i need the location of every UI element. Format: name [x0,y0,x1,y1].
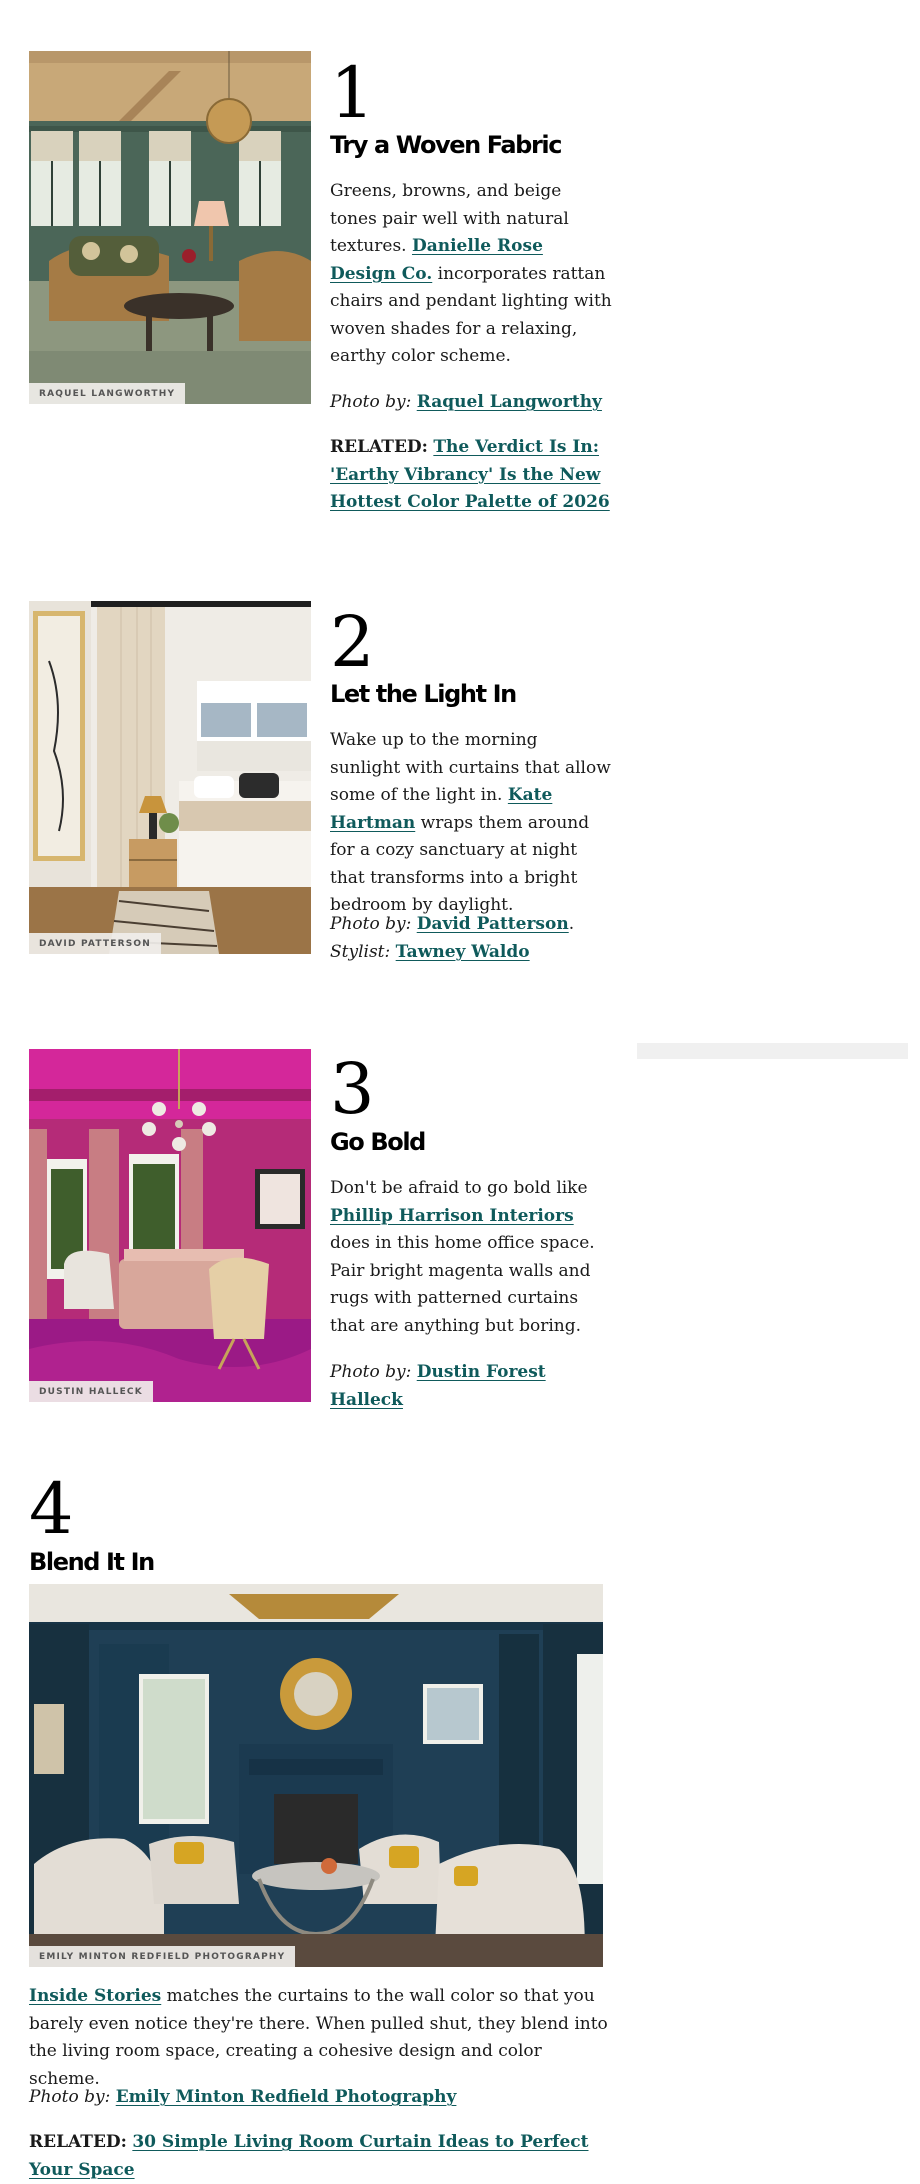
section-2-photo [29,601,311,954]
related-line: RELATED: 30 Simple Living Room Curtain Ideas to Perfect Your Space [29,2132,589,2180]
image-credit: DUSTIN HALLECK [29,1381,153,1402]
section-body: Inside Stories matches the curtains to the wall color so that you barely even notice they're there. When pulled shut, they blend into the living room space, creating a cohesive design and color scheme. [29,1986,608,2089]
section-heading: Let the Light In [330,680,516,708]
image-credit: RAQUEL LANGWORTHY [29,383,185,404]
photographer-link[interactable]: Raquel Langworthy [416,392,602,412]
ad-placeholder [637,1043,908,1059]
bright-bedroom-image [29,601,311,954]
section-heading: Try a Woven Fabric [330,131,562,159]
image-credit: EMILY MINTON REDFIELD PHOTOGRAPHY [29,1946,295,1967]
designer-link[interactable]: Danielle Rose Design Co. [330,236,543,284]
magenta-office-image [29,1049,311,1402]
related-article-link[interactable]: The Verdict Is In: 'Earthy Vibrancy' Is the New Hottest Color Palette of 2026 [330,437,610,512]
photo-credit-line: Photo by: Dustin Forest Halleck [330,1362,546,1410]
stylist-link[interactable]: Tawney Waldo [395,941,530,962]
related-article-link[interactable]: 30 Simple Living Room Curtain Ideas to Perfect Your Space [29,2132,589,2180]
green-sunroom-image [29,51,311,404]
image-credit: DAVID PATTERSON [29,933,161,954]
photographer-link[interactable]: Emily Minton Redfield Photography [115,2087,457,2107]
section-number: 3 [330,1048,373,1130]
section-number: 1 [330,52,373,134]
photo-credit-line: Photo by: Emily Minton Redfield Photography [29,2087,457,2107]
section-number: 4 [29,1468,72,1550]
section-1-photo [29,51,311,404]
photo-credit-line: Photo by: David Patterson. Stylist: Tawney Waldo [330,914,575,962]
section-body: Greens, browns, and beige tones pair well with natural textures. Danielle Rose Design Co. incorporates rattan chairs and pendant lighting with woven shades for a relaxing, earthy color scheme. [330,181,612,366]
section-3-photo [29,1049,311,1402]
section-body: Don't be afraid to go bold like Phillip Harrison Interiors does in this home office space. Pair bright magenta walls and rugs with patterned curtains that are anything but boring. [330,1178,595,1336]
designer-link[interactable]: Phillip Harrison Interiors [330,1205,574,1226]
photo-credit-line: Photo by: Raquel Langworthy [330,392,602,412]
navy-living-room-image [29,1584,603,1967]
designer-link[interactable]: Kate Hartman [330,785,553,833]
section-number: 2 [330,601,373,683]
photographer-link[interactable]: Dustin Forest Halleck [330,1362,546,1410]
section-4-photo [29,1584,603,1967]
related-line: RELATED: The Verdict Is In: 'Earthy Vibrancy' Is the New Hottest Color Palette of 2026 [330,437,610,512]
section-heading: Go Bold [330,1128,425,1156]
section-body: Wake up to the morning sunlight with curtains that allow some of the light in. Kate Hartman wraps them around for a cozy sanctuary at night that transforms into a bright bedroom by daylight. [330,730,611,915]
photographer-link[interactable]: David Patterson [416,914,569,934]
section-heading: Blend It In [29,1548,154,1576]
designer-link[interactable]: Inside Stories [29,1986,162,2006]
